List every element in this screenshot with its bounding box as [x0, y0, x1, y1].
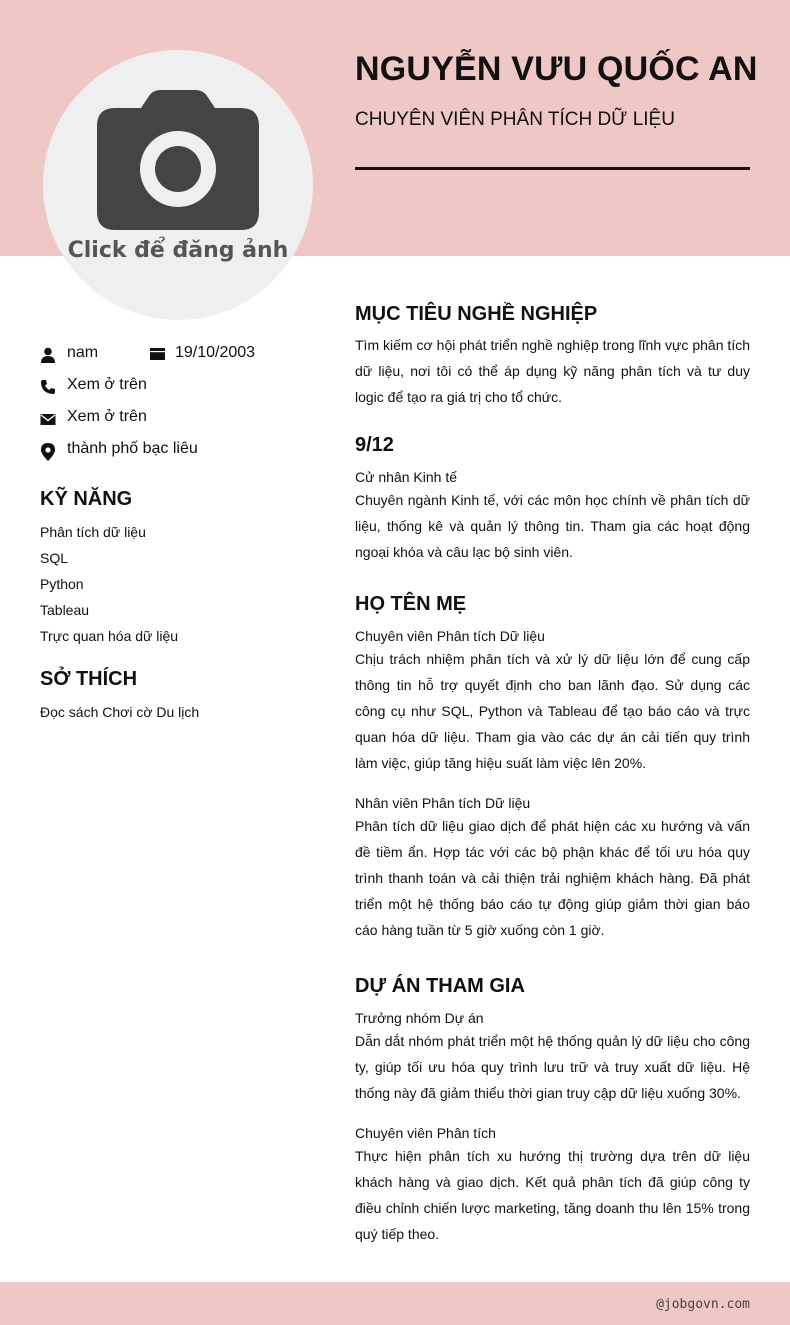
- project-role: Chuyên viên Phân tích: [355, 1125, 496, 1141]
- candidate-name: NGUYỄN VƯU QUỐC AN: [355, 50, 758, 88]
- avatar-upload[interactable]: [43, 50, 313, 320]
- avatar-label: Click để đăng ảnh: [67, 238, 289, 263]
- objective-text: Tìm kiếm cơ hội phát triển nghề nghiệp trong lĩnh vực phân tích dữ liệu, nơi tôi có thể áp dụng kỹ năng phân tích và tư duy logic để tạo ra giá trị cho tổ chức.: [355, 337, 750, 405]
- experience-role: Nhân viên Phân tích Dữ liệu: [355, 795, 531, 811]
- projects-section: [355, 975, 750, 1247]
- email-value[interactable]: Xem ở trên: [67, 408, 147, 425]
- skills-list: [40, 524, 178, 654]
- list-item: SQL: [40, 550, 69, 566]
- list-item: Trực quan hóa dữ liệu: [40, 628, 179, 644]
- header-divider: [355, 167, 750, 170]
- education-text: Chuyên ngành Kinh tế, với các môn học chính về phân tích dữ liệu, thống kê và quản lý thông tin. Tham gia các hoạt động ngoại khóa và câu lạc bộ sinh viên.: [355, 492, 750, 560]
- mail-icon: [40, 411, 56, 427]
- project-text: Thực hiện phân tích xu hướng thị trường dựa trên dữ liệu khách hàng và giao dịch. Kết quả phân tích đã giúp công ty điều chỉnh chiến lược marketing, tăng doanh thu lên 15% trong quý tiếp theo.: [355, 1148, 750, 1242]
- experience-role: Chuyên viên Phân tích Dữ liệu: [355, 628, 545, 644]
- dob-value: 19/10/2003: [175, 344, 256, 361]
- gender-value: nam: [67, 344, 99, 361]
- camera-icon: [97, 90, 259, 232]
- list-item: Phân tích dữ liệu: [40, 524, 146, 540]
- hobbies-heading: SỞ THÍCH: [40, 668, 138, 690]
- list-item: Tableau: [40, 602, 90, 618]
- education-section: [355, 434, 750, 565]
- skills-heading: KỸ NĂNG: [40, 488, 133, 510]
- education-heading: 9/12: [355, 434, 394, 456]
- list-item: Python: [40, 576, 84, 592]
- phone-value[interactable]: Xem ở trên: [67, 376, 147, 393]
- project-role: Trưởng nhóm Dự án: [355, 1010, 484, 1026]
- experience-text: Chịu trách nhiệm phân tích và xử lý dữ liệu lớn để cung cấp thông tin hỗ trợ quyết định cho ban lãnh đạo. Sử dụng các công cụ như SQL, Python và Tableau để tạo báo cáo và trực quan hóa dữ liệu. Tham gia vào các dự án cải tiến quy trình làm việc, giúp tăng hiệu suất làm việc lên 20%.: [355, 651, 750, 771]
- experience-heading: HỌ TÊN MẸ: [355, 593, 467, 615]
- project-text: Dẫn dắt nhóm phát triển một hệ thống quản lý dữ liệu cho công ty, giúp tối ưu hóa quy trình lưu trữ và truy xuất dữ liệu. Hệ thống này đã giảm thiểu thời gian truy cập dữ liệu xuống 30%.: [355, 1033, 750, 1101]
- phone-icon: [40, 379, 56, 395]
- calendar-icon: [150, 347, 165, 361]
- job-title: CHUYÊN VIÊN PHÂN TÍCH DỮ LIỆU: [355, 109, 675, 130]
- experience-text: Phân tích dữ liệu giao dịch để phát hiện các xu hướng và vấn đề tiềm ẩn. Hợp tác với các bộ phận khác để tối ưu hóa quy trình thanh toán và cải thiện trải nghiệm khách hàng. Đã phát triển một hệ thống báo cáo tự động giúp giảm thời gian báo cáo hàng tuần từ 5 giờ xuống còn 1 giờ.: [355, 818, 750, 938]
- objective-heading: MỤC TIÊU NGHỀ NGHIỆP: [355, 303, 598, 325]
- footer-brand[interactable]: @jobgovn.com: [656, 1297, 750, 1312]
- address-value: thành phố bạc liêu: [67, 440, 198, 457]
- hobbies-text: Đọc sách Chơi cờ Du lịch: [40, 704, 200, 720]
- education-degree: Cử nhân Kinh tế: [355, 469, 457, 485]
- person-icon: [40, 347, 56, 363]
- projects-heading: DỰ ÁN THAM GIA: [355, 975, 525, 997]
- objective-section: [355, 303, 750, 410]
- location-pin-icon: [40, 443, 56, 461]
- experience-section: [355, 593, 750, 943]
